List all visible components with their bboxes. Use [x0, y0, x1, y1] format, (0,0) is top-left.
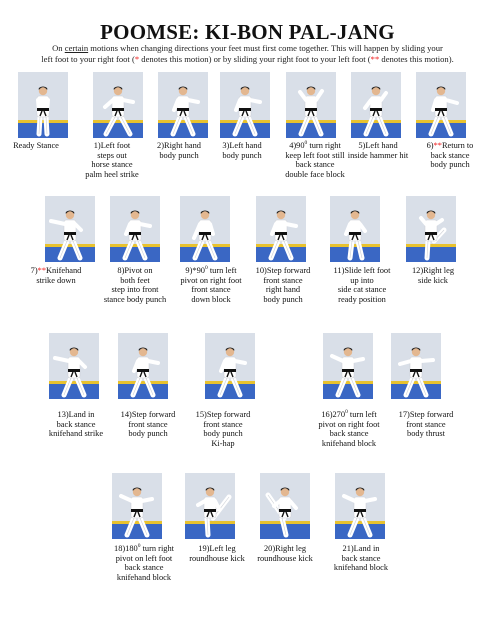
- step-photo-graphic: [351, 72, 401, 138]
- step-caption-10: [247, 266, 319, 304]
- step-photo-graphic: [391, 333, 441, 399]
- step-photo-graphic: [18, 72, 68, 138]
- double-star-marker: **: [433, 141, 442, 150]
- step-caption-15: [188, 410, 258, 448]
- step-photo-19: [185, 473, 235, 539]
- step-photo-4: [286, 72, 336, 138]
- step-caption-first-line: $9)*90^0$ turn left: [185, 265, 237, 275]
- step-photo-6: [416, 72, 466, 138]
- page-title: POOMSE: KI-BON PAL-JANG: [100, 20, 395, 44]
- step-caption-line: inside hammer hit: [347, 150, 409, 160]
- step-caption-line: back stance: [341, 553, 381, 563]
- step-caption-9: [171, 266, 251, 304]
- step-photo-graphic: [335, 473, 385, 539]
- intro-text: On certain motions when changing directions your feet must first come together. This will happen by sliding your left foot to your right foot (* denotes this motion) or by sliding your right foot to your left foot (** denotes this motion).: [41, 43, 454, 64]
- step-caption-19: [183, 544, 251, 563]
- step-photo-9: [180, 196, 230, 262]
- step-photo-1: [93, 72, 143, 138]
- step-caption-line: front stance: [203, 419, 243, 429]
- step-photo-8: [110, 196, 160, 262]
- step-photo-13: [49, 333, 99, 399]
- step-caption-line: 13)Land in: [57, 410, 95, 419]
- step-caption-line: strike down: [36, 275, 76, 285]
- step-photo-graphic: [185, 473, 235, 539]
- step-caption-line: pivot on right foot: [318, 419, 380, 429]
- step-caption-line: 15)Step forward: [195, 410, 251, 419]
- step-caption-line: knifehand strike: [48, 429, 104, 439]
- step-caption-line: front stance: [406, 419, 446, 429]
- step-caption-line: horse stance: [91, 160, 133, 170]
- step-caption-line: stance body punch: [103, 294, 167, 304]
- step-caption-1: [77, 141, 147, 179]
- degree-mark: 0: [137, 543, 141, 550]
- step-photo-21: [335, 473, 385, 539]
- step-caption-20: [251, 544, 319, 563]
- step-caption-first-line: 7)**Knifehand: [30, 266, 82, 275]
- step-photo-3: [220, 72, 270, 138]
- step-caption-18: [103, 544, 185, 582]
- step-caption-line: double face block: [285, 169, 345, 179]
- step-photo-15: [205, 333, 255, 399]
- step-caption-2: [148, 141, 210, 160]
- step-caption-line: steps out: [97, 150, 127, 160]
- step-caption-line: back stance: [430, 150, 470, 160]
- step-photo-11: [330, 196, 380, 262]
- step-caption-line: body punch: [128, 429, 168, 439]
- step-photo-graphic: [256, 196, 306, 262]
- step-caption-line: back stance: [295, 160, 335, 170]
- step-photo-graphic: [158, 72, 208, 138]
- step-caption-line: pivot on left foot: [115, 553, 173, 563]
- step-photo-graphic: [45, 196, 95, 262]
- single-star-marker: *: [134, 54, 140, 64]
- step-caption-5: [345, 141, 411, 160]
- step-photo-graphic: [323, 333, 373, 399]
- step-caption-line: roundhouse kick: [257, 553, 313, 563]
- step-caption-line: body punch: [263, 294, 303, 304]
- step-caption-4: [275, 141, 355, 179]
- step-photo-graphic: [406, 196, 456, 262]
- step-caption-line: knifehand block: [333, 563, 389, 573]
- step-caption-line: 3)Left hand: [222, 141, 262, 150]
- step-caption-line: back stance: [329, 429, 369, 439]
- step-caption-line: front stance: [263, 275, 303, 285]
- step-caption-line: 21)Land in: [342, 544, 380, 553]
- step-caption-12: [397, 266, 469, 285]
- step-photo-graphic: [205, 333, 255, 399]
- step-caption-6: [412, 141, 488, 170]
- step-photo-graphic: [260, 473, 310, 539]
- step-caption-line: both feet: [120, 275, 150, 285]
- step-photo-5: [351, 72, 401, 138]
- step-caption-line: ready position: [338, 294, 386, 304]
- step-caption-line: body punch: [430, 160, 470, 170]
- step-caption-3: [211, 141, 273, 160]
- step-caption-line: 17)Step forward: [398, 410, 454, 419]
- step-caption-line: 19)Left leg: [198, 544, 236, 553]
- step-photo-16: [323, 333, 373, 399]
- degree-mark: 0: [204, 265, 208, 272]
- step-caption-21: [327, 544, 395, 573]
- step-photo-graphic: [49, 333, 99, 399]
- step-caption-16: [309, 410, 389, 448]
- double-star-marker: **: [37, 266, 46, 275]
- step-photo-0: [18, 72, 68, 138]
- step-caption-line: 10)Step forward: [255, 266, 311, 275]
- step-photo-12: [406, 196, 456, 262]
- step-caption-line: body thrust: [407, 429, 445, 439]
- step-caption-line: back stance: [124, 563, 164, 573]
- step-caption-line: knifehand block: [321, 438, 377, 448]
- step-photo-2: [158, 72, 208, 138]
- step-caption-line: down block: [191, 294, 231, 304]
- step-photo-14: [118, 333, 168, 399]
- step-caption-17: [391, 410, 461, 439]
- double-star-marker: **: [370, 54, 380, 64]
- step-photo-graphic: [416, 72, 466, 138]
- step-caption-line: Ki-hap: [211, 438, 235, 448]
- step-photo-graphic: [110, 196, 160, 262]
- step-caption-line: 1)Left foot: [93, 141, 131, 150]
- step-caption-line: right hand: [265, 285, 301, 295]
- step-photo-18: [112, 473, 162, 539]
- step-caption-7: [21, 266, 91, 285]
- step-caption-line: up into: [350, 275, 374, 285]
- step-caption-first-line: $4)90^0$ turn right: [289, 140, 341, 150]
- step-caption-line: knifehand block: [116, 572, 172, 582]
- step-caption-line: side cat stance: [337, 285, 387, 295]
- step-caption-line: side kick: [417, 275, 448, 285]
- step-caption-first-line: $18)180^0$ turn right: [114, 543, 174, 553]
- step-photo-graphic: [180, 196, 230, 262]
- step-caption-line: 11)Slide left foot: [333, 266, 391, 275]
- step-caption-line: 14)Step forward: [120, 410, 176, 419]
- degree-mark: 0: [304, 140, 308, 147]
- step-caption-line: pivot on right foot: [180, 275, 242, 285]
- step-caption-line: body punch: [222, 150, 262, 160]
- step-photo-10: [256, 196, 306, 262]
- step-photo-20: [260, 473, 310, 539]
- step-caption-line: keep left foot still: [285, 150, 345, 160]
- step-photo-graphic: [286, 72, 336, 138]
- step-caption-line: body punch: [159, 150, 199, 160]
- degree-mark: 0: [345, 409, 348, 416]
- step-caption-line: step into front: [111, 285, 159, 295]
- step-photo-7: [45, 196, 95, 262]
- step-caption-line: 5)Left hand: [358, 141, 398, 150]
- step-caption-first-line: 6)**Return to: [426, 141, 474, 150]
- step-caption-line: 12)Right leg: [411, 266, 455, 275]
- step-caption-line: 8)Pivot on: [117, 266, 153, 275]
- step-caption-line: palm heel strike: [85, 169, 139, 179]
- step-caption-line: body punch: [203, 429, 243, 439]
- step-caption-14: [112, 410, 184, 439]
- step-caption-line: front stance: [191, 285, 231, 295]
- step-caption-13: [41, 410, 111, 439]
- step-photo-graphic: [118, 333, 168, 399]
- step-caption-line: roundhouse kick: [189, 553, 245, 563]
- step-caption-line: 2)Right hand: [157, 141, 201, 150]
- step-caption-8: [95, 266, 175, 304]
- step-caption-first-line: $16)270^0$ turn left: [321, 409, 377, 419]
- step-caption-11: [322, 266, 402, 304]
- step-photo-graphic: [112, 473, 162, 539]
- step-caption-line: 20)Right leg: [263, 544, 307, 553]
- step-caption-line: back stance: [56, 419, 96, 429]
- step-photo-graphic: [330, 196, 380, 262]
- step-photo-17: [391, 333, 441, 399]
- step-photo-graphic: [220, 72, 270, 138]
- step-caption-line: Ready Stance: [13, 141, 59, 150]
- step-caption-line: front stance: [128, 419, 168, 429]
- step-caption-0: [0, 141, 72, 151]
- step-photo-graphic: [93, 72, 143, 138]
